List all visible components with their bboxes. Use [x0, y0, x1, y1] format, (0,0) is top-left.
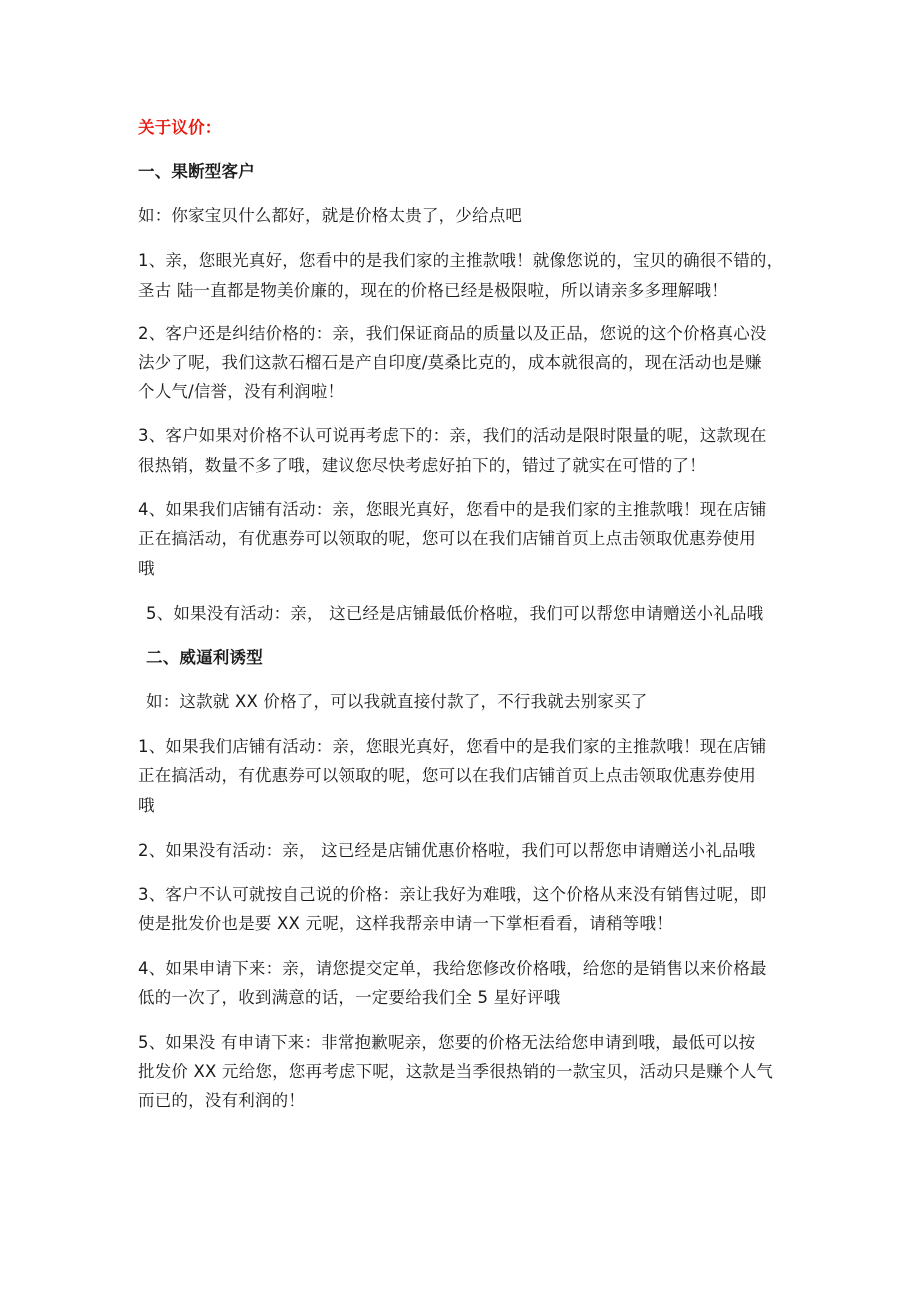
section2-item3-line1: 3、客户不认可就按自己说的价格：亲让我好为难哦，这个价格从来没有销售过呢，即: [138, 885, 767, 904]
section1-heading: 一、果断型客户: [138, 162, 255, 181]
section2-item1-line1: 1、如果我们店铺有活动：亲，您眼光真好，您看中的是我们家的主推款哦！现在店铺: [138, 737, 767, 756]
section2-item2-line1: 2、如果没有活动：亲， 这已经是店铺优惠价格啦，我们可以帮您申请赠送小礼品哦: [138, 841, 756, 860]
section2-item3-line2: 使是批发价也是要 XX 元呢，这样我帮亲申请一下掌柜看看，请稍等哦！: [138, 914, 673, 933]
section1-item4-line2: 正在搞活动，有优惠券可以领取的呢，您可以在我们店铺首页上点击领取优惠券使用: [138, 529, 756, 548]
section1-example: 如：你家宝贝什么都好，就是价格太贵了，少给点吧: [138, 206, 523, 225]
section2-item4-line2: 低的一次了，收到满意的话，一定要给我们全 5 星好评哦: [138, 988, 561, 1007]
section2-item5-line3: 而已的，没有利润的！: [138, 1091, 305, 1110]
section2-item5-line1: 5、如果没 有申请下来：非常抱歉呢亲，您要的价格无法给您申请到哦，最低可以按: [138, 1033, 756, 1052]
section2-item4-line1: 4、如果申请下来：亲，请您提交定单，我给您修改价格哦，给您的是销售以来价格最: [138, 959, 767, 978]
section2-example: 如：这款就 XX 价格了，可以我就直接付款了，不行我就去别家买了: [146, 692, 648, 711]
section1-item5-line1: 5、如果没有活动：亲， 这已经是店铺最低价格啦，我们可以帮您申请赠送小礼品哦: [146, 604, 764, 623]
section1-item1-line2: 圣古 陆一直都是物美价廉的，现在的价格已经是极限啦，所以请亲多多理解哦！: [138, 281, 728, 300]
section1-item2-line1: 2、客户还是纠结价格的：亲，我们保证商品的质量以及正品，您说的这个价格真心没: [138, 324, 767, 343]
section1-item3-line2: 很热销，数量不多了哦，建议您尽快考虑好拍下的，错过了就实在可惜的了！: [138, 456, 706, 475]
section1-item4-line1: 4、如果我们店铺有活动：亲，您眼光真好，您看中的是我们家的主推款哦！现在店铺: [138, 500, 767, 519]
document-title: 关于议价：: [138, 118, 222, 137]
section1-item4-line3: 哦: [138, 559, 155, 578]
section2-item1-line3: 哦: [138, 796, 155, 815]
section1-item3-line1: 3、客户如果对价格不认可说再考虑下的：亲，我们的活动是限时限量的呢，这款现在: [138, 426, 767, 445]
section2-item5-line2: 批发价 XX 元给您，您再考虑下呢，这款是当季很热销的一款宝贝，活动只是赚个人气: [138, 1062, 774, 1081]
section2-heading: 二、威逼利诱型: [146, 648, 263, 667]
section2-item1-line2: 正在搞活动，有优惠券可以领取的呢，您可以在我们店铺首页上点击领取优惠券使用: [138, 766, 756, 785]
section1-item2-line2: 法少了呢，我们这款石榴石是产自印度/莫桑比克的，成本就很高的，现在活动也是赚: [138, 353, 762, 372]
section1-item1-line1: 1、亲，您眼光真好，您看中的是我们家的主推款哦！就像您说的，宝贝的确很不错的，: [138, 251, 784, 270]
section1-item2-line3: 个人气/信誉，没有利润啦！: [138, 382, 345, 401]
